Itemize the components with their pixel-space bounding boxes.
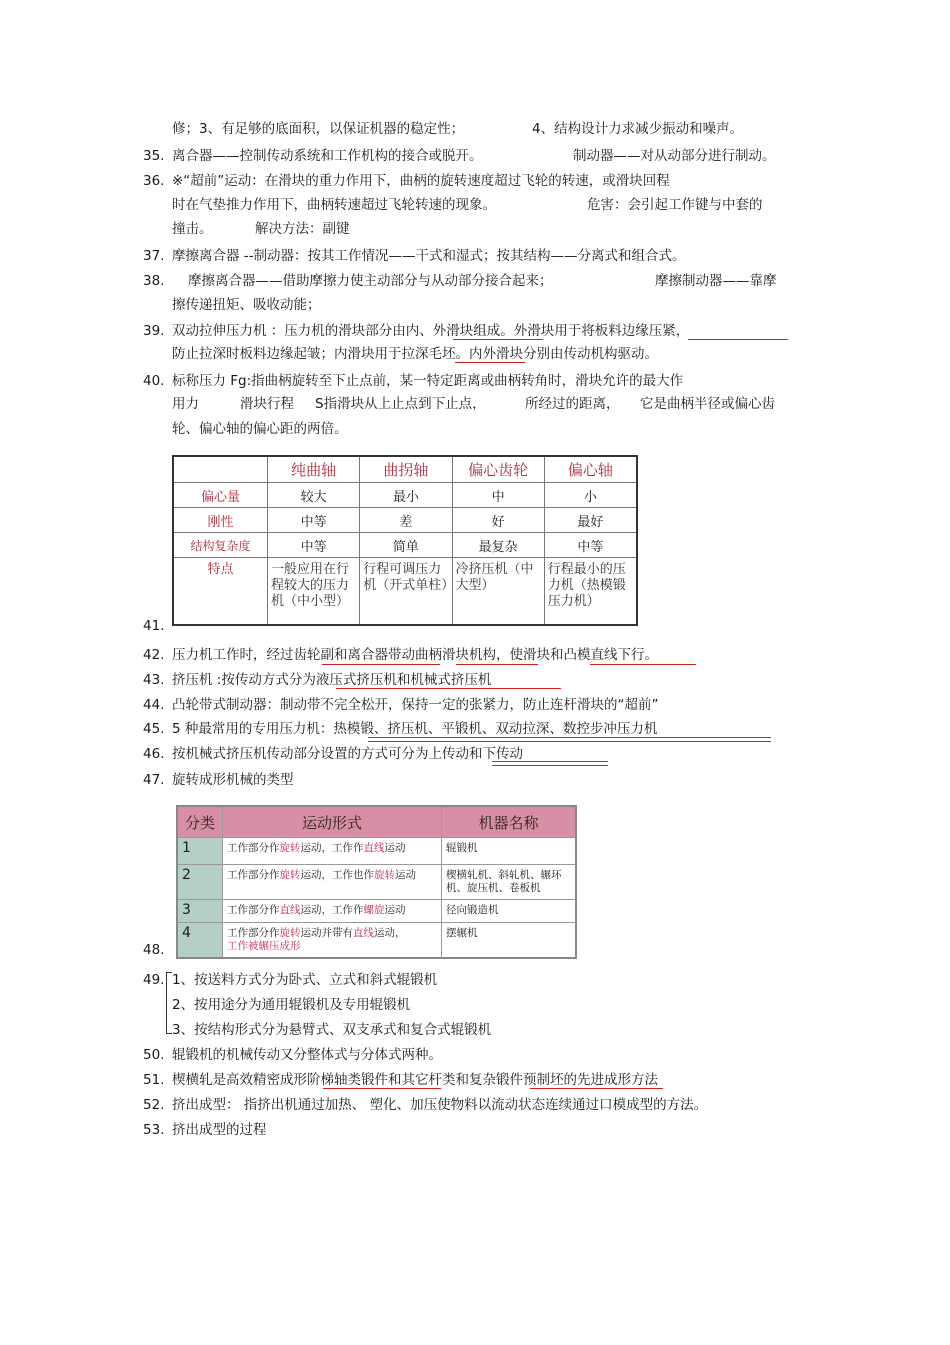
text-line: 所经过的距离， [525,396,620,412]
table-header: 分类 [177,806,223,838]
text-line: 滑块行程 [240,396,294,412]
text-line: 2、按用途分为通用辊锻机及专用辊锻机 [172,997,411,1013]
item-number: 47. [143,772,165,788]
item-number: 37. [143,248,165,264]
table-cell: 行程可调压力机（开式单柱） [360,558,452,626]
text-line: 4、结构设计力求减少振动和噪声。 [532,121,744,137]
red-underline [530,1088,663,1089]
table-header [173,456,268,483]
item-number: 49. [143,972,165,988]
item-number: 39. [143,323,165,339]
text-line: 1、按送料方式分为卧式、立式和斜式辊锻机 [172,972,438,988]
table-cell: 简单 [360,533,452,558]
item-number: 50. [143,1047,165,1063]
item-number: 46. [143,746,165,762]
text-line: 旋转成形机械的类型 [172,772,294,788]
text-line: 按机械式挤压机传动部分设置的方式可分为上传动和下传动 [172,746,523,762]
table-header: 机器名称 [442,806,577,838]
text-line: 修；3、有足够的底面积，以保证机器的稳定性； [172,121,465,137]
table-header: 曲拐轴 [360,456,452,483]
item-number: 51. [143,1072,165,1088]
item-number: 41. [143,618,165,634]
text-line: 制动器——对从动部分进行制动。 [573,148,776,164]
text-line: 轮、偏心轴的偏心距的两倍。 [172,421,348,437]
red-underline [453,339,543,340]
text-line: 危害：会引起工作键与中套的 [587,197,763,213]
machine-cell: 楔横轧机、斜轧机、辗环机、旋压机、卷板机 [442,865,577,900]
row-index: 4 [177,923,223,959]
text-line: 标称压力 Fg:指曲柄旋转至下止点前，某一特定距离或曲柄转角时，滑块允许的最大作 [172,373,684,389]
row-label: 结构复杂度 [173,533,268,558]
item-number: 42. [143,647,165,663]
item-number: 44. [143,697,165,713]
item-number: 40. [143,373,165,389]
text-line: 压力机工作时，经过齿轮副和离合器带动曲柄滑块机构，使滑块和凸模直线下行。 [172,647,658,663]
row-label: 刚性 [173,508,268,533]
table-cell: 差 [360,508,452,533]
table-header: 运动形式 [223,806,442,838]
text-line: ※“超前”运动：在滑块的重力作用下，曲柄的旋转速度超过飞轮的转速，或滑块回程 [172,173,670,189]
red-underline [322,664,440,665]
text-line: 辊锻机的机械传动又分整体式与分体式两种。 [172,1047,442,1063]
table-cell: 中 [452,483,544,508]
text-line: 挤出成型的过程 [172,1122,267,1138]
text-line: 楔横轧是高效精密成形阶梯轴类锻件和其它杆类和复杂锻件预制坯的先进成形方法 [172,1072,658,1088]
text-line: 它是曲柄半径或偏心齿 [640,396,775,412]
text-line: 双动拉伸压力机 ：压力机的滑块部分由内、外滑块组成。外滑块用于将板料边缘压紧， [172,323,690,339]
table-header: 偏心齿轮 [452,456,544,483]
table-cell: 好 [452,508,544,533]
table-cell: 中等 [544,533,637,558]
table-cell: 中等 [268,533,360,558]
text-line: 离合器——控制传动系统和工作机构的接合或脱开。 [172,148,483,164]
table-cell: 中等 [268,508,360,533]
text-line: 摩擦离合器 --制动器：按其工作情况——干式和湿式；按其结构——分离式和组合式。 [172,248,686,264]
text-line: 用力 [172,396,199,412]
table-cell: 小 [544,483,637,508]
text-line: 防止拉深时板料边缘起皱；内滑块用于拉深毛坯。内外滑块分别由传动机构驱动。 [172,346,658,362]
motion-cell: 工作部分作旋转运动，工作也作旋转运动 [223,865,442,900]
red-underline [336,688,561,689]
item-number: 35. [143,148,165,164]
text-line: 挤压机 :按传动方式分为液压式挤压机和机械式挤压机 [172,672,492,688]
text-line: 凸轮带式制动器：制动带不完全松开，保持一定的张紧力，防止连杆滑块的“超前” [172,697,659,713]
item-number: 45. [143,721,165,737]
text-line: 时在气垫推力作用下，曲柄转速超过飞轮转速的现象。 [172,197,496,213]
text-line: S指滑块从上止点到下止点， [315,396,486,412]
table-cell: 行程最小的压力机（热模锻压力机） [544,558,637,626]
row-label: 特点 [173,558,268,626]
motion-cell: 工作部分作直线运动，工作作螺旋运动 [223,900,442,923]
red-underline [323,1088,441,1089]
table-header: 偏心轴 [544,456,637,483]
red-double-underline [368,737,771,742]
table-header: 纯曲轴 [268,456,360,483]
text-line: 撞击。 [172,221,213,237]
machine-cell: 径向锻造机 [442,900,577,923]
text-line: 摩擦制动器——靠摩 [655,273,777,289]
text-line: 5 种最常用的专用压力机：热模锻、挤压机、平锻机、双动拉深、数控步冲压力机 [172,721,658,737]
text-line: 摩擦离合器——借助摩擦力使主动部分与从动部分接合起来； [188,273,553,289]
red-underline [688,339,788,340]
table-cell: 较大 [268,483,360,508]
motion-cell: 工作部分作旋转运动并带有直线运动， 工作被辗压成形 [223,923,442,959]
text-line: 解决方法：副键 [255,221,350,237]
text-line: 3、按结构形式分为悬臂式、双支承式和复合式辊锻机 [172,1022,492,1038]
item-number: 53. [143,1122,165,1138]
red-underline [455,362,525,363]
row-index: 1 [177,838,223,865]
red-underline [456,664,538,665]
text-line: 挤出成型： 指挤出机通过加热、 塑化、加压使物料以流动状态连续通过口模成型的方法。 [172,1097,708,1113]
item-number: 48. [143,942,165,958]
row-index: 2 [177,865,223,900]
table-cell: 最小 [360,483,452,508]
item-number: 52. [143,1097,165,1113]
motion-cell: 工作部分作旋转运动，工作作直线运动 [223,838,442,865]
item-number: 43. [143,672,165,688]
item-number: 36. [143,173,165,189]
row-index: 3 [177,900,223,923]
table-cell: 最复杂 [452,533,544,558]
crankshaft-comparison-table [172,455,638,626]
row-label: 偏心量 [173,483,268,508]
red-underline [590,664,696,665]
text-line: 擦传递扭矩、吸收动能； [172,297,321,313]
table-cell: 冷挤压机（中大型） [452,558,544,626]
red-double-underline [492,761,608,766]
rotary-forming-machines-table [176,805,577,959]
item-number: 38. [143,273,165,289]
table-cell: 最好 [544,508,637,533]
table-cell: 一般应用在行程较大的压力机（中小型） [268,558,360,626]
machine-cell: 摆辗机 [442,923,577,959]
machine-cell: 辊锻机 [442,838,577,865]
